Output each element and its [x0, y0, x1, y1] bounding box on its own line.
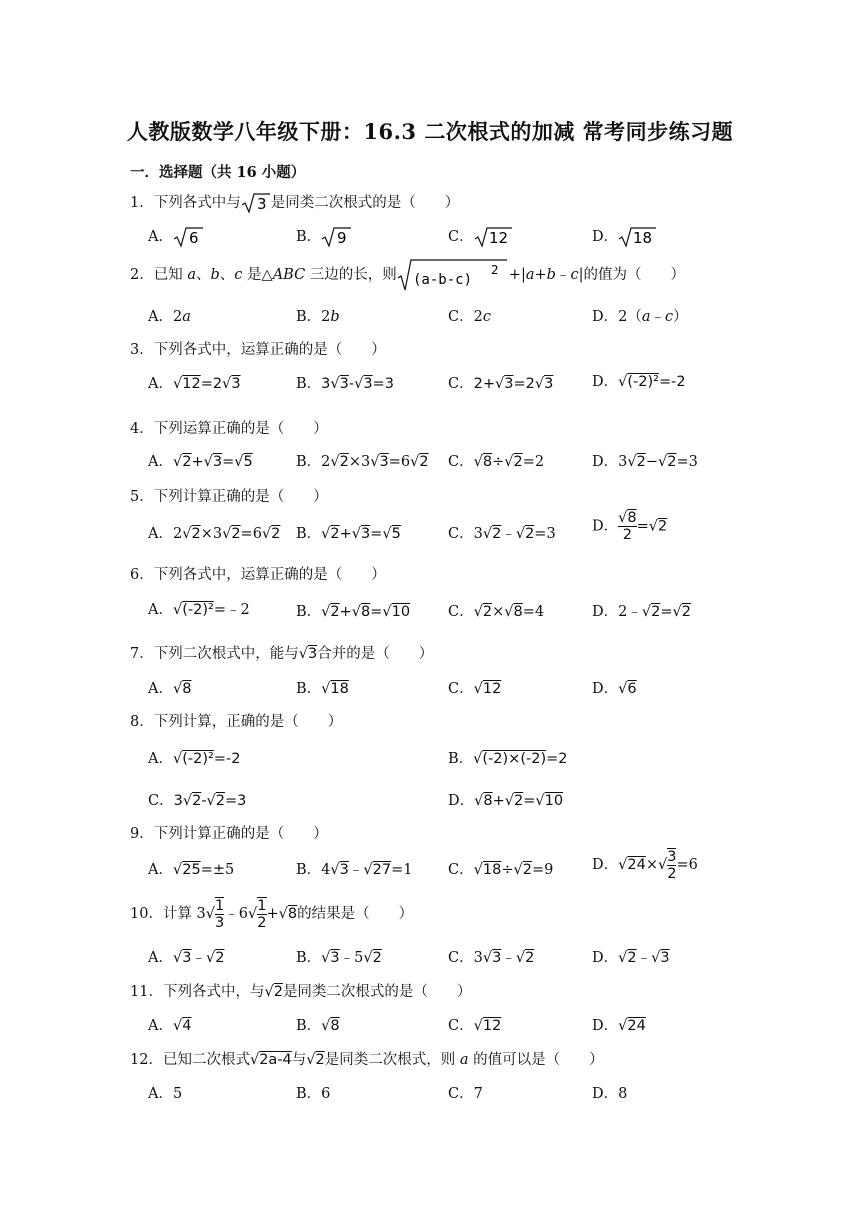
q2-option-c: C．2c — [448, 309, 491, 325]
question-8: 8．下列计算，正确的是（ ） — [130, 714, 343, 730]
svg-text:6: 6 — [188, 229, 199, 247]
q7-option-a: A．√8 — [148, 681, 192, 697]
q7-option-d: D．√6 — [592, 681, 637, 697]
q5-option-a: A．2√2×3√2=6√2 — [148, 526, 281, 542]
q12-option-b: B．6 — [296, 1086, 331, 1102]
q8-option-a: A．√(-2)²=-2 — [148, 751, 241, 767]
q9-option-c: C．√18÷√2=9 — [448, 862, 554, 878]
q2-option-b: B．2b — [296, 309, 340, 325]
q11-option-b: B．√8 — [296, 1018, 340, 1034]
q9-option-a: A．√25=±5 — [148, 862, 235, 878]
q3-option-a: A．√12=2√3 — [148, 376, 241, 392]
svg-text:3: 3 — [256, 195, 267, 213]
q5-option-b: B．√2+√3=√5 — [296, 526, 401, 542]
question-7: 7．下列二次根式中，能与√3合并的是（ ） — [130, 646, 434, 662]
q8-option-d: D．√8+√2=√10 — [448, 793, 564, 809]
question-5: 5．下列计算正确的是（ ） — [130, 489, 328, 505]
q12-option-d: D．8 — [592, 1086, 628, 1102]
question-12: 12．已知二次根式√2a-4与√2是同类二次根式，则 a 的值可以是（ ） — [130, 1052, 604, 1068]
q10-option-b: B．√3﹣5√2 — [296, 950, 382, 966]
q9-option-d: D．√24×√ $\frac{3}{2}$ =6 — [592, 849, 698, 882]
q4-option-d: D．3√2−√2=3 — [592, 454, 698, 470]
q5-option-c: C．3√2﹣√2=3 — [448, 526, 556, 542]
q9-option-b: B．4√3﹣√27=1 — [296, 862, 413, 878]
question-1: 1．下列各式中与 3 是同类二次根式的是（ ） — [130, 195, 460, 213]
q12-option-c: C．7 — [448, 1086, 483, 1102]
q3-option-b: B．3√3-√3=3 — [296, 376, 394, 392]
q11-option-c: C．√12 — [448, 1018, 502, 1034]
page-title: 人教版数学八年级下册：16.3 二次根式的加减 常考同步练习题 — [126, 119, 734, 144]
q3-option-d: D．√(-2)²=-2 — [592, 374, 686, 390]
question-11: 11．下列各式中，与√2是同类二次根式的是（ ） — [130, 984, 472, 1000]
q10-option-d: D．√2﹣√3 — [592, 950, 670, 966]
q7-option-b: B．√18 — [296, 681, 349, 697]
q6-option-b: B．√2+√8=√10 — [296, 604, 411, 620]
q1-option-b: B． 9 — [296, 225, 353, 248]
q12-option-a: A．5 — [148, 1086, 183, 1102]
q4-option-c: C．√8÷√2=2 — [448, 454, 545, 470]
q5-option-d: D． $\frac{√8}{2}$ =√2 — [592, 510, 668, 543]
q7-option-c: C．√12 — [448, 681, 502, 697]
svg-text:12: 12 — [488, 229, 508, 247]
q2-option-d: D．2（a﹣c） — [592, 309, 688, 325]
q10-option-a: A．√3﹣√2 — [148, 950, 225, 966]
question-10: 10．计算 3√ $\frac{1}{3}$ ﹣6√ $\frac{1}{2}$ +√8的结果是（ ） — [130, 898, 414, 931]
section-heading: 一．选择题（共 16 小题） — [130, 164, 306, 181]
svg-text:9: 9 — [337, 229, 347, 247]
q8-option-b: B．√(-2)×(-2)=2 — [448, 751, 568, 767]
q3-option-c: C．2+√3=2√3 — [448, 376, 554, 392]
q4-option-b: B．2√2×3√3=6√2 — [296, 454, 429, 470]
question-3: 3．下列各式中，运算正确的是（ ） — [130, 342, 386, 358]
q1-option-c: C． 12 — [448, 225, 514, 248]
q6-option-a: A．√(-2)²=﹣2 — [148, 602, 250, 618]
q10-option-c: C．3√3﹣√2 — [448, 950, 535, 966]
q1-option-d: D． 18 — [592, 225, 658, 248]
q6-option-d: D．2﹣√2=√2 — [592, 604, 691, 620]
q6-option-c: C．√2×√8=4 — [448, 604, 545, 620]
svg-text:18: 18 — [633, 229, 653, 247]
q1-option-a: A． 6 — [148, 225, 205, 248]
q4-option-a: A．√2+√3=√5 — [148, 454, 253, 470]
question-2: 2．已知 a、b、c 是△ABC 三边的长，则 (a-b-c) 2 +|a+b﹣c|的值为（ ） — [130, 258, 685, 292]
q2-option-a: A．2a — [148, 309, 191, 325]
q8-option-c: C．3√2-√2=3 — [148, 793, 247, 809]
q11-option-a: A．√4 — [148, 1018, 192, 1034]
q11-option-d: D．√24 — [592, 1018, 646, 1034]
question-9: 9．下列计算正确的是（ ） — [130, 826, 328, 842]
svg-text:2: 2 — [490, 263, 499, 277]
question-4: 4．下列运算正确的是（ ） — [130, 421, 328, 437]
svg-text:(a-b-c): (a-b-c) — [412, 272, 472, 288]
question-6: 6．下列各式中，运算正确的是（ ） — [130, 567, 386, 583]
